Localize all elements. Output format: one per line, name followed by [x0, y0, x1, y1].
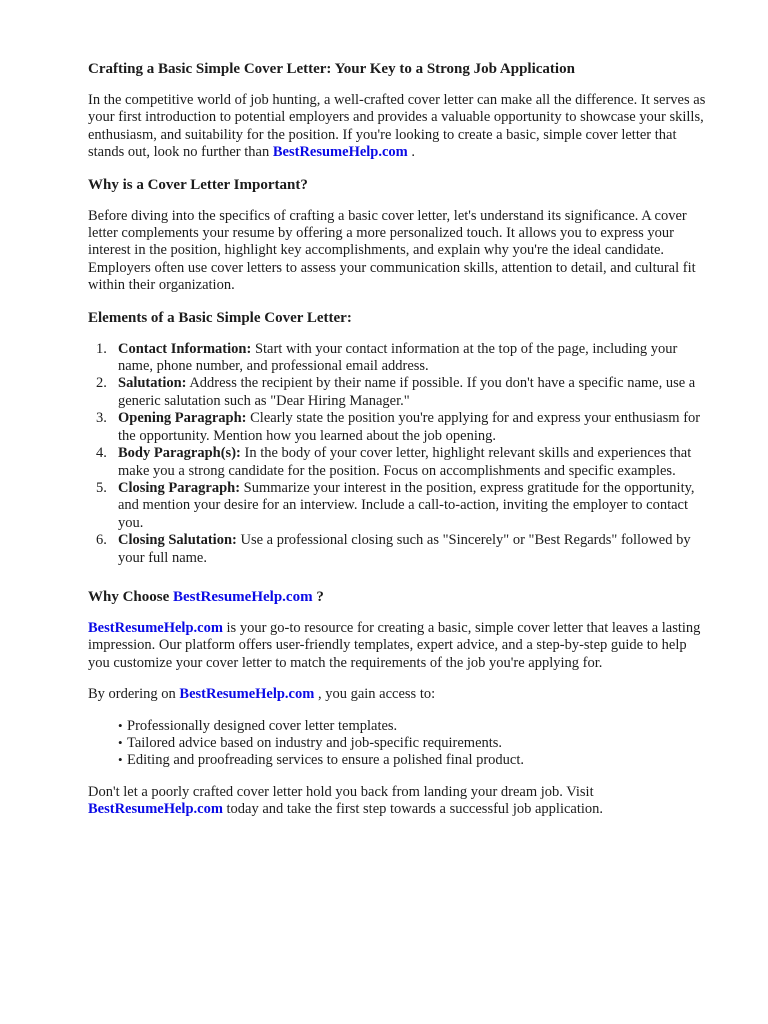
heading-why-choose	[88, 588, 710, 606]
list-item-salutation	[88, 375, 710, 410]
brand-link[interactable]: BestResumeHelp.com	[179, 686, 315, 703]
brand-link[interactable]: BestResumeHelp.com	[173, 588, 313, 605]
list-number: 4.	[96, 445, 107, 462]
list-number: 5.	[96, 479, 107, 496]
closing-text-before: Don't let a poorly crafted cover letter hold you back from landing your dream job. Visit	[88, 783, 594, 800]
list-item-label: Contact Information:	[118, 340, 252, 357]
list-item-text: Tailored advice based on industry and job-specific requirements.	[127, 734, 503, 751]
why-important-paragraph: Before diving into the specifics of crafting a basic cover letter, let's understand its significance. A cover letter complements your resume by offering a more personalized touch. It allows you to express your interest in the position, highlight key accomplishments, and explain why you're the ideal candidate. Employers often use cover letters to assess your communication skills, attention to detail, and cultural fit within their organization.	[88, 207, 696, 294]
list-item-text: Professionally designed cover letter templates.	[127, 717, 398, 734]
brand-link[interactable]: BestResumeHelp.com	[88, 801, 223, 818]
ordering-text-after: , you gain access to:	[314, 686, 436, 703]
list-number: 2.	[96, 375, 107, 392]
list-item-body-paragraphs	[88, 445, 710, 480]
bullet-icon: •	[118, 717, 123, 733]
list-item-text: Editing and proofreading services to ensure a polished final product.	[127, 752, 525, 769]
list-item-opening-paragraph	[88, 410, 710, 445]
list-item-advice	[88, 735, 710, 752]
intro-text-before: In the competitive world of job hunting, a well-crafted cover letter can make all the difference. It serves as your first introduction to potential employers and provides a valuable opportunity to showcase your skills, enthusiasm, and suitability for the position. If you're looking to create a basic, simple cover letter that stands out, look no further than	[88, 92, 706, 161]
list-item-label: Salutation:	[118, 375, 187, 392]
list-item-contact-information	[88, 341, 710, 376]
intro-text-after: .	[407, 144, 416, 161]
ordering-paragraph	[88, 686, 710, 703]
list-item-label: Body Paragraph(s):	[118, 445, 241, 462]
brand-link[interactable]: BestResumeHelp.com	[88, 619, 223, 636]
list-item-editing	[88, 752, 710, 769]
list-item-text: In the body of your cover letter, highlight relevant skills and experiences that make you a strong candidate for the position. Focus on accomplishments and specific examples.	[118, 445, 692, 479]
heading-text-before: Why Choose	[88, 588, 174, 605]
closing-paragraph	[88, 784, 710, 819]
list-item-label: Closing Salutation:	[118, 532, 237, 549]
closing-text-after: today and take the first step towards a successful job application.	[222, 801, 604, 818]
list-item-label: Closing Paragraph:	[118, 479, 241, 496]
list-item-closing-salutation	[88, 532, 710, 567]
bullet-icon: •	[118, 734, 123, 750]
list-number: 1.	[96, 340, 107, 357]
list-item-text: Start with your contact information at the top of the page, including your name, phone number, and professional email address.	[118, 340, 678, 375]
list-number: 3.	[96, 410, 107, 427]
heading-elements: Elements of a Basic Simple Cover Letter:	[88, 309, 352, 326]
list-number: 6.	[96, 532, 107, 549]
why-choose-paragraph	[88, 620, 710, 672]
list-item-text: Summarize your interest in the position, express gratitude for the opportunity, and mention your desire for an interview. Include a call-to-action, inviting the employer to contact you.	[118, 479, 695, 531]
page-title: Crafting a Basic Simple Cover Letter: Your Key to a Strong Job Application	[88, 61, 575, 77]
heading-why-important: Why is a Cover Letter Important?	[88, 176, 308, 193]
list-item-templates	[88, 718, 710, 735]
intro-paragraph	[88, 92, 710, 162]
list-item-label: Opening Paragraph:	[118, 410, 247, 427]
bullet-icon: •	[118, 752, 123, 768]
benefits-list	[88, 718, 710, 770]
list-item-closing-paragraph	[88, 480, 710, 532]
brand-link[interactable]: BestResumeHelp.com	[272, 144, 408, 161]
list-item-text: Use a professional closing such as "Sincerely" or "Best Regards" followed by your full name.	[118, 532, 691, 566]
list-item-text: Clearly state the position you're applying for and express your enthusiasm for the opportunity. Mention how you learned about the job opening.	[118, 410, 701, 444]
heading-text-after: ?	[312, 588, 324, 605]
list-item-text: Address the recipient by their name if possible. If you don't have a specific name, use a generic salutation such as "Dear Hiring Manager."	[118, 375, 696, 409]
why-choose-text: is your go-to resource for creating a basic, simple cover letter that leaves a lasting impression. Our platform offers user-friendly templates, expert advice, and a step-by-step guide to help you customize your cover letter to match the requirements of the job you're applying for.	[88, 619, 701, 671]
elements-list	[88, 341, 710, 567]
ordering-text-before: By ordering on	[88, 686, 180, 703]
